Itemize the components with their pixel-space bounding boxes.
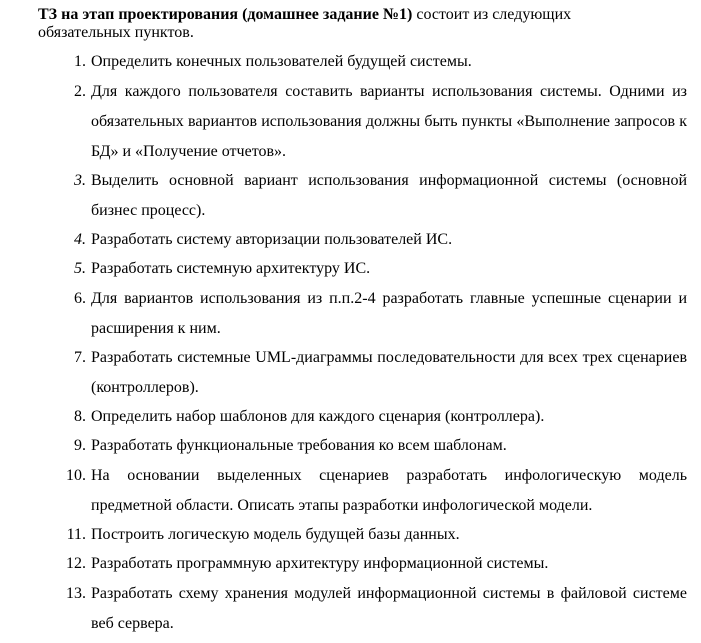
item-text: Построить логическую модель будущей базы данных. [91, 526, 460, 543]
item-number: 4. [74, 231, 86, 248]
list-item-6 [64, 284, 687, 344]
item-number: 8. [74, 408, 86, 425]
list-item-3 [64, 166, 687, 226]
item-text: Разработать функциональные требования ко всем шаблонам. [91, 437, 507, 454]
item-number: 2. [74, 83, 86, 100]
list-item-2 [64, 77, 687, 167]
item-number: 11. [66, 526, 86, 543]
item-number: 9. [74, 437, 86, 454]
intro-line-2: обязательных пунктов. [38, 24, 194, 41]
list-item-5 [64, 254, 687, 284]
item-text: На основании выделенных сценариев разработать инфологическую модель предметной области. Описать этапы разработки инфологической модели. [91, 467, 687, 514]
item-number: 13. [66, 585, 86, 602]
list-item-7 [64, 343, 687, 403]
intro-paragraph [38, 6, 678, 42]
list-item-1 [64, 47, 687, 77]
item-text: Для каждого пользователя составить варианты использования системы. Одними из обязательных вариантов использования должны быть пункты «Выполнение запросов к БД» и «Получение отчетов». [91, 83, 687, 160]
list-item-9 [64, 431, 687, 461]
item-number: 10. [66, 467, 86, 484]
item-number: 7. [74, 349, 86, 366]
intro-rest: состоит из следующих [412, 6, 572, 23]
item-number: 12. [66, 555, 86, 572]
list-item-8 [64, 402, 687, 432]
item-number: 6. [74, 290, 86, 307]
item-text: Разработать программную архитектуру информационной системы. [91, 555, 549, 572]
item-number: 1. [74, 53, 86, 70]
item-text: Разработать системную архитектуру ИС. [91, 260, 371, 277]
item-text: Определить конечных пользователей будущей системы. [91, 53, 472, 70]
list-item-4 [64, 225, 687, 255]
item-number: 5. [74, 260, 86, 277]
intro-title: ТЗ на этап проектирования (домашнее задание №1) [38, 6, 413, 23]
item-text: Разработать систему авторизации пользователей ИС. [91, 231, 453, 248]
list-item-13 [64, 579, 687, 639]
item-text: Определить набор шаблонов для каждого сценария (контроллера). [91, 408, 545, 425]
list-item-11 [64, 520, 687, 550]
item-text: Разработать схему хранения модулей информационной системы в файловой системе веб сервера. [91, 585, 687, 632]
item-text: Разработать системные UML-диаграммы последовательности для всех трех сценариев (контроллеров). [91, 349, 687, 396]
item-number: 3. [74, 172, 86, 189]
item-text: Выделить основной вариант использования информационной системы (основной бизнес процесс). [91, 172, 687, 219]
item-text: Для вариантов использования из п.п.2-4 разработать главные успешные сценарии и расширения к ним. [91, 290, 687, 337]
list-item-12 [64, 549, 687, 579]
list-item-10 [64, 461, 687, 521]
